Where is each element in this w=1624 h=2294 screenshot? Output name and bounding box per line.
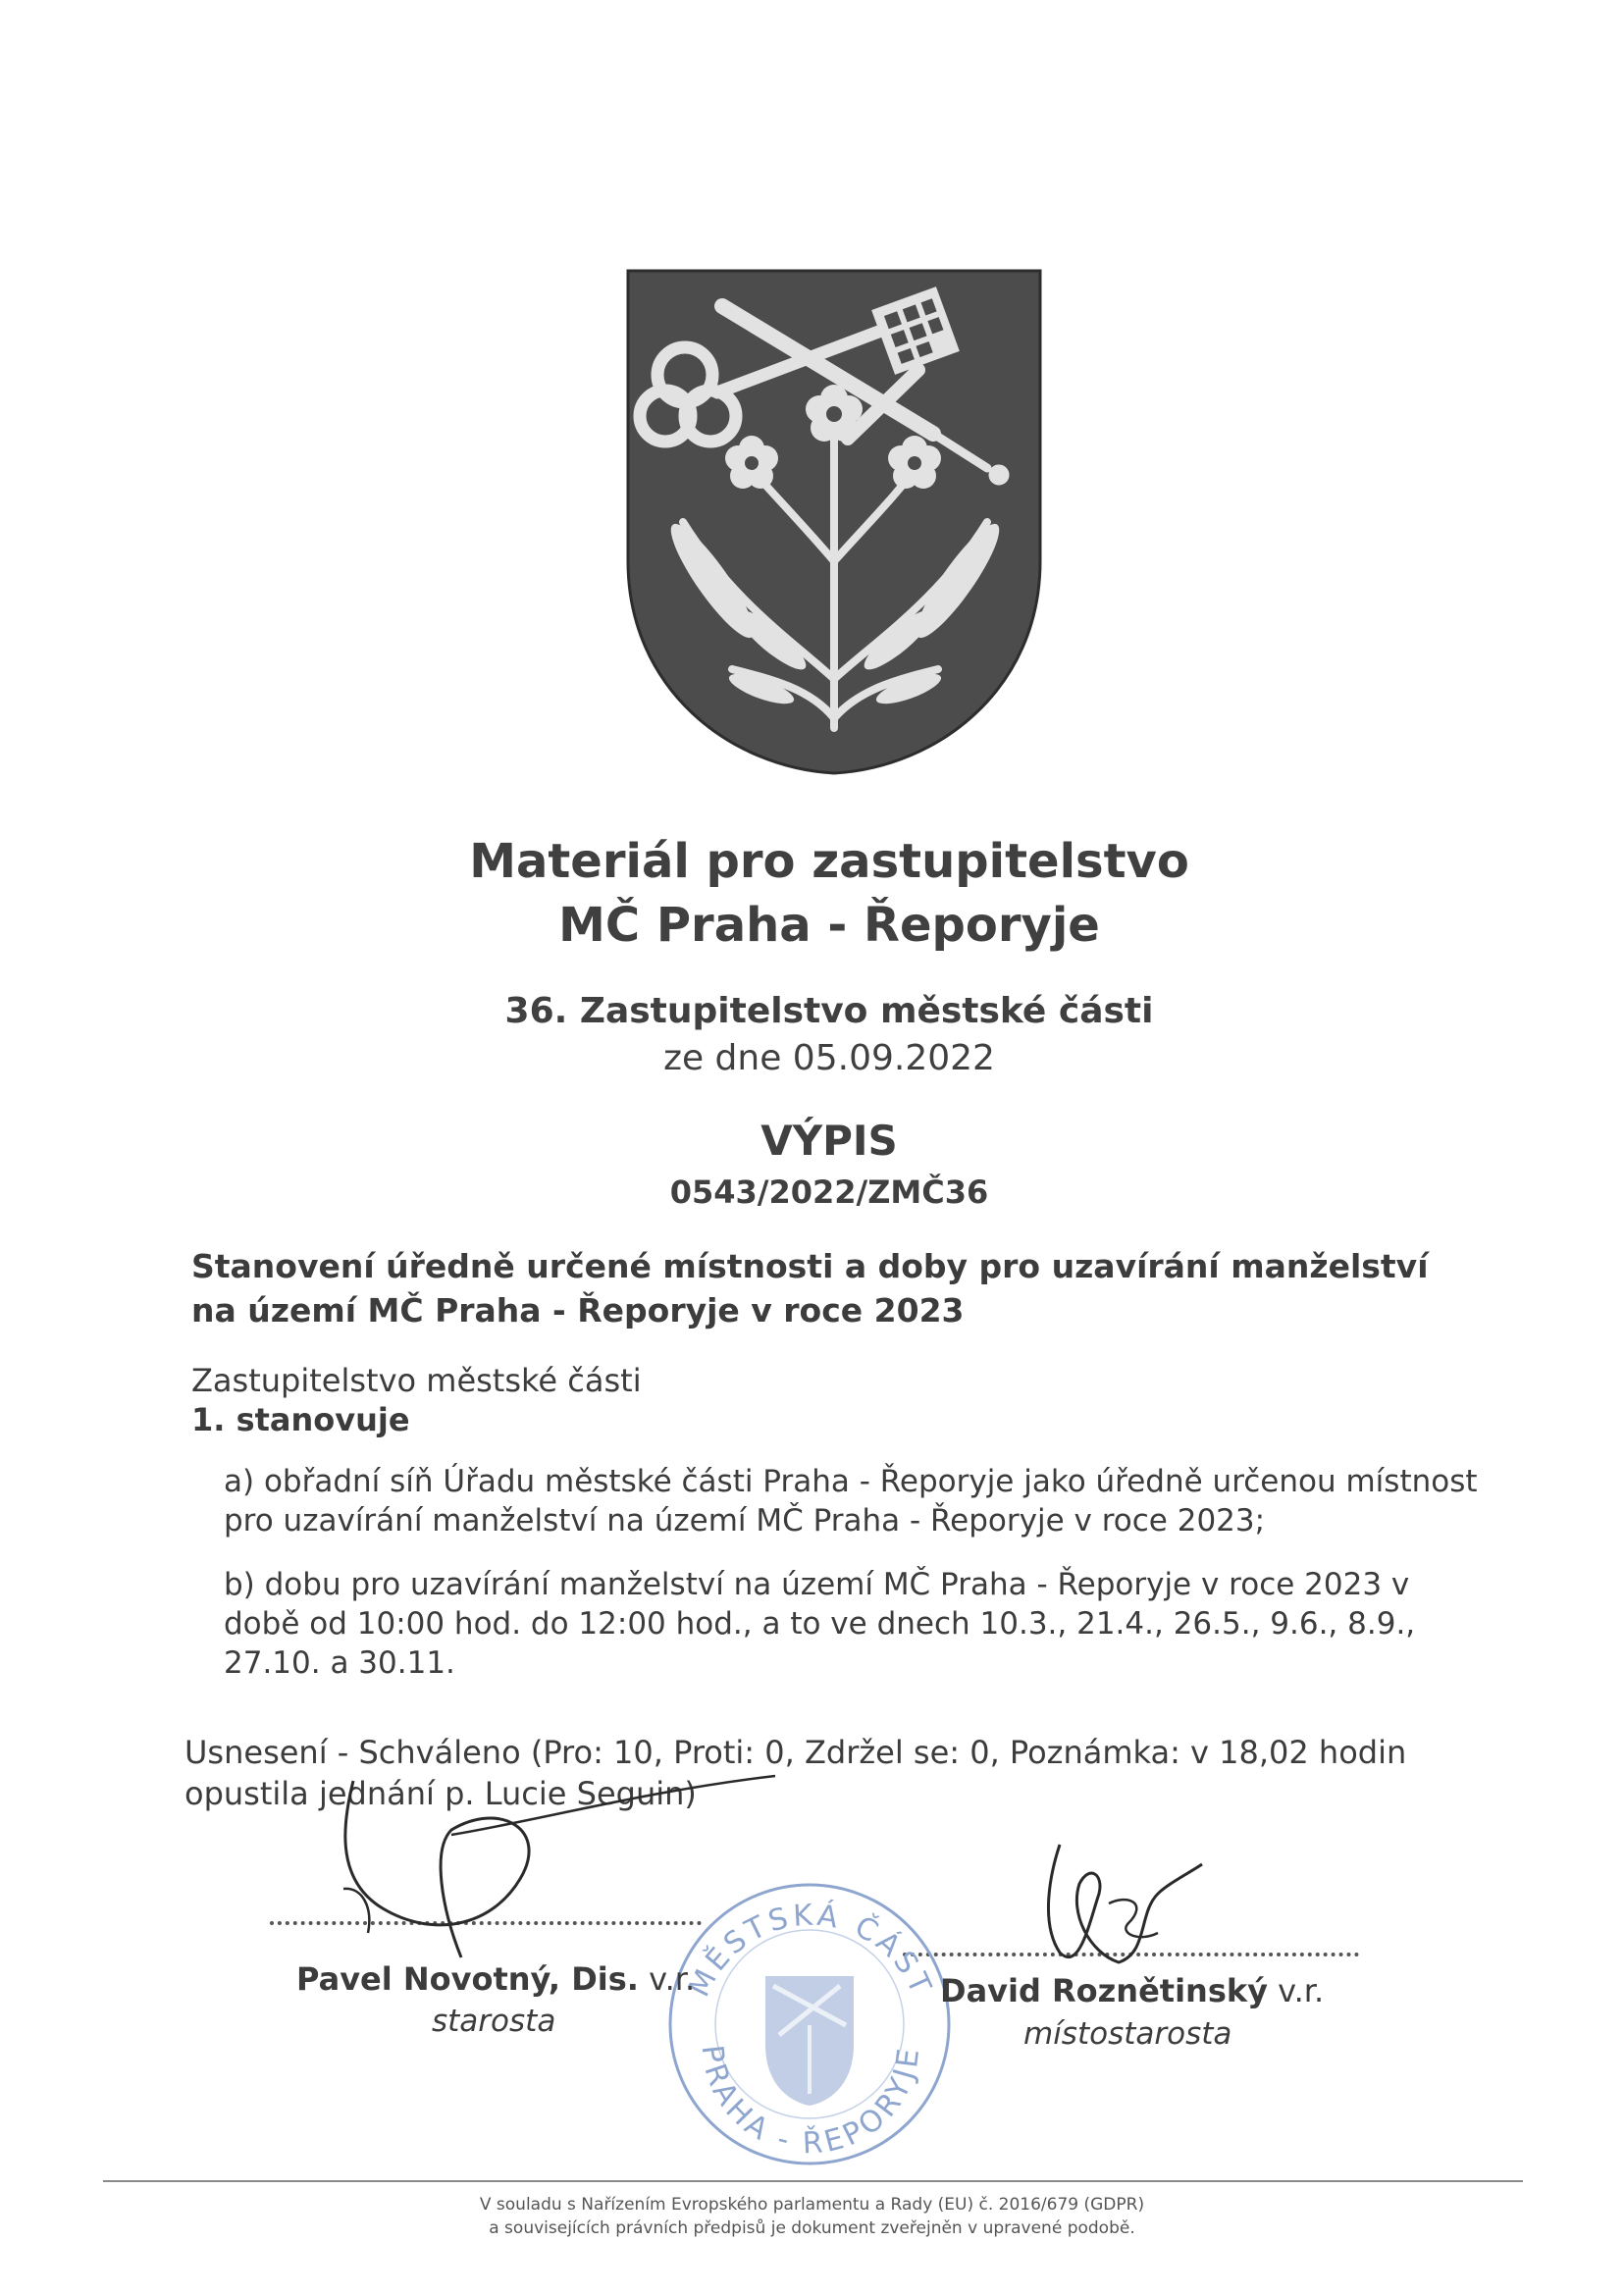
resolution-result: Usnesení - Schváleno (Pro: 10, Proti: 0, Zdržel se: 0, Poznámka: v 18,02 hodin opustila jednání p. Lucie Seguin)	[184, 1734, 1407, 1812]
session-date: ze dne 05.09.2022	[663, 1038, 995, 1078]
body-point-1: 1. stanovuje	[191, 1401, 410, 1438]
body-intro: Zastupitelstvo městské části	[191, 1362, 642, 1399]
gdpr-footer-line2: a souvisejících právních předpisů je dokument zveřejněn v upravené podobě.	[489, 2218, 1135, 2238]
signatory-right-name: David Roznětinský	[940, 1972, 1268, 2009]
stamp-text-bottom: PRAHA - ŘEPORYJE	[694, 2043, 927, 2162]
footer-divider	[103, 2180, 1523, 2182]
stamp-text-top: MĚSTSKÁ ČÁST	[682, 1898, 939, 2003]
gdpr-footer-line1: V souladu s Nařízením Evropského parlamentu a Rady (EU) č. 2016/679 (GDPR)	[479, 2195, 1145, 2215]
document-type: VÝPIS	[760, 1117, 898, 1165]
signatory-left-suffix: v.r.	[638, 1960, 696, 1998]
coat-of-arms-icon	[624, 267, 1044, 777]
document-number: 0543/2022/ZMČ36	[669, 1173, 989, 1211]
signatory-right-role: místostarosta	[1023, 2016, 1232, 2052]
body-item-b: b) dobu pro uzavírání manželství na území MČ Praha - Řeporyje v roce 2023 v době od 10:00 hod. do 12:00 hod., a to ve dnech 10.3., 21.4., 26.5., 9.6., 8.9., 27.10. a 30.11.	[224, 1567, 1416, 1681]
signatory-right-suffix: v.r.	[1268, 1972, 1325, 2009]
document-title-line2: MČ Praha - Řeporyje	[558, 898, 1100, 953]
signature-scribble-right-icon	[1021, 1835, 1207, 1987]
document-title-line1: Materiál pro zastupitelstvo	[469, 834, 1189, 889]
signatory-left-role: starosta	[432, 2004, 556, 2039]
gdpr-footer	[0, 2193, 1624, 2240]
resolution-subject: Stanovení úředně určené místnosti a doby pro uzavírání manželství na území MČ Praha - Řeporyje v roce 2023	[191, 1247, 1429, 1329]
signatory-left-name: Pavel Novotný, Dis.	[296, 1960, 639, 1998]
body-item-a: a) obřadní síň Úřadu městské části Praha - Řeporyje jako úředně určenou místnost pro uzavírání manželství na území MČ Praha - Řeporyje v roce 2023;	[224, 1464, 1478, 1538]
signatory-left	[296, 1960, 695, 1998]
session-title: 36. Zastupitelstvo městské části	[504, 991, 1154, 1031]
signatory-right	[940, 1972, 1324, 2009]
official-stamp-icon	[663, 1878, 956, 2170]
